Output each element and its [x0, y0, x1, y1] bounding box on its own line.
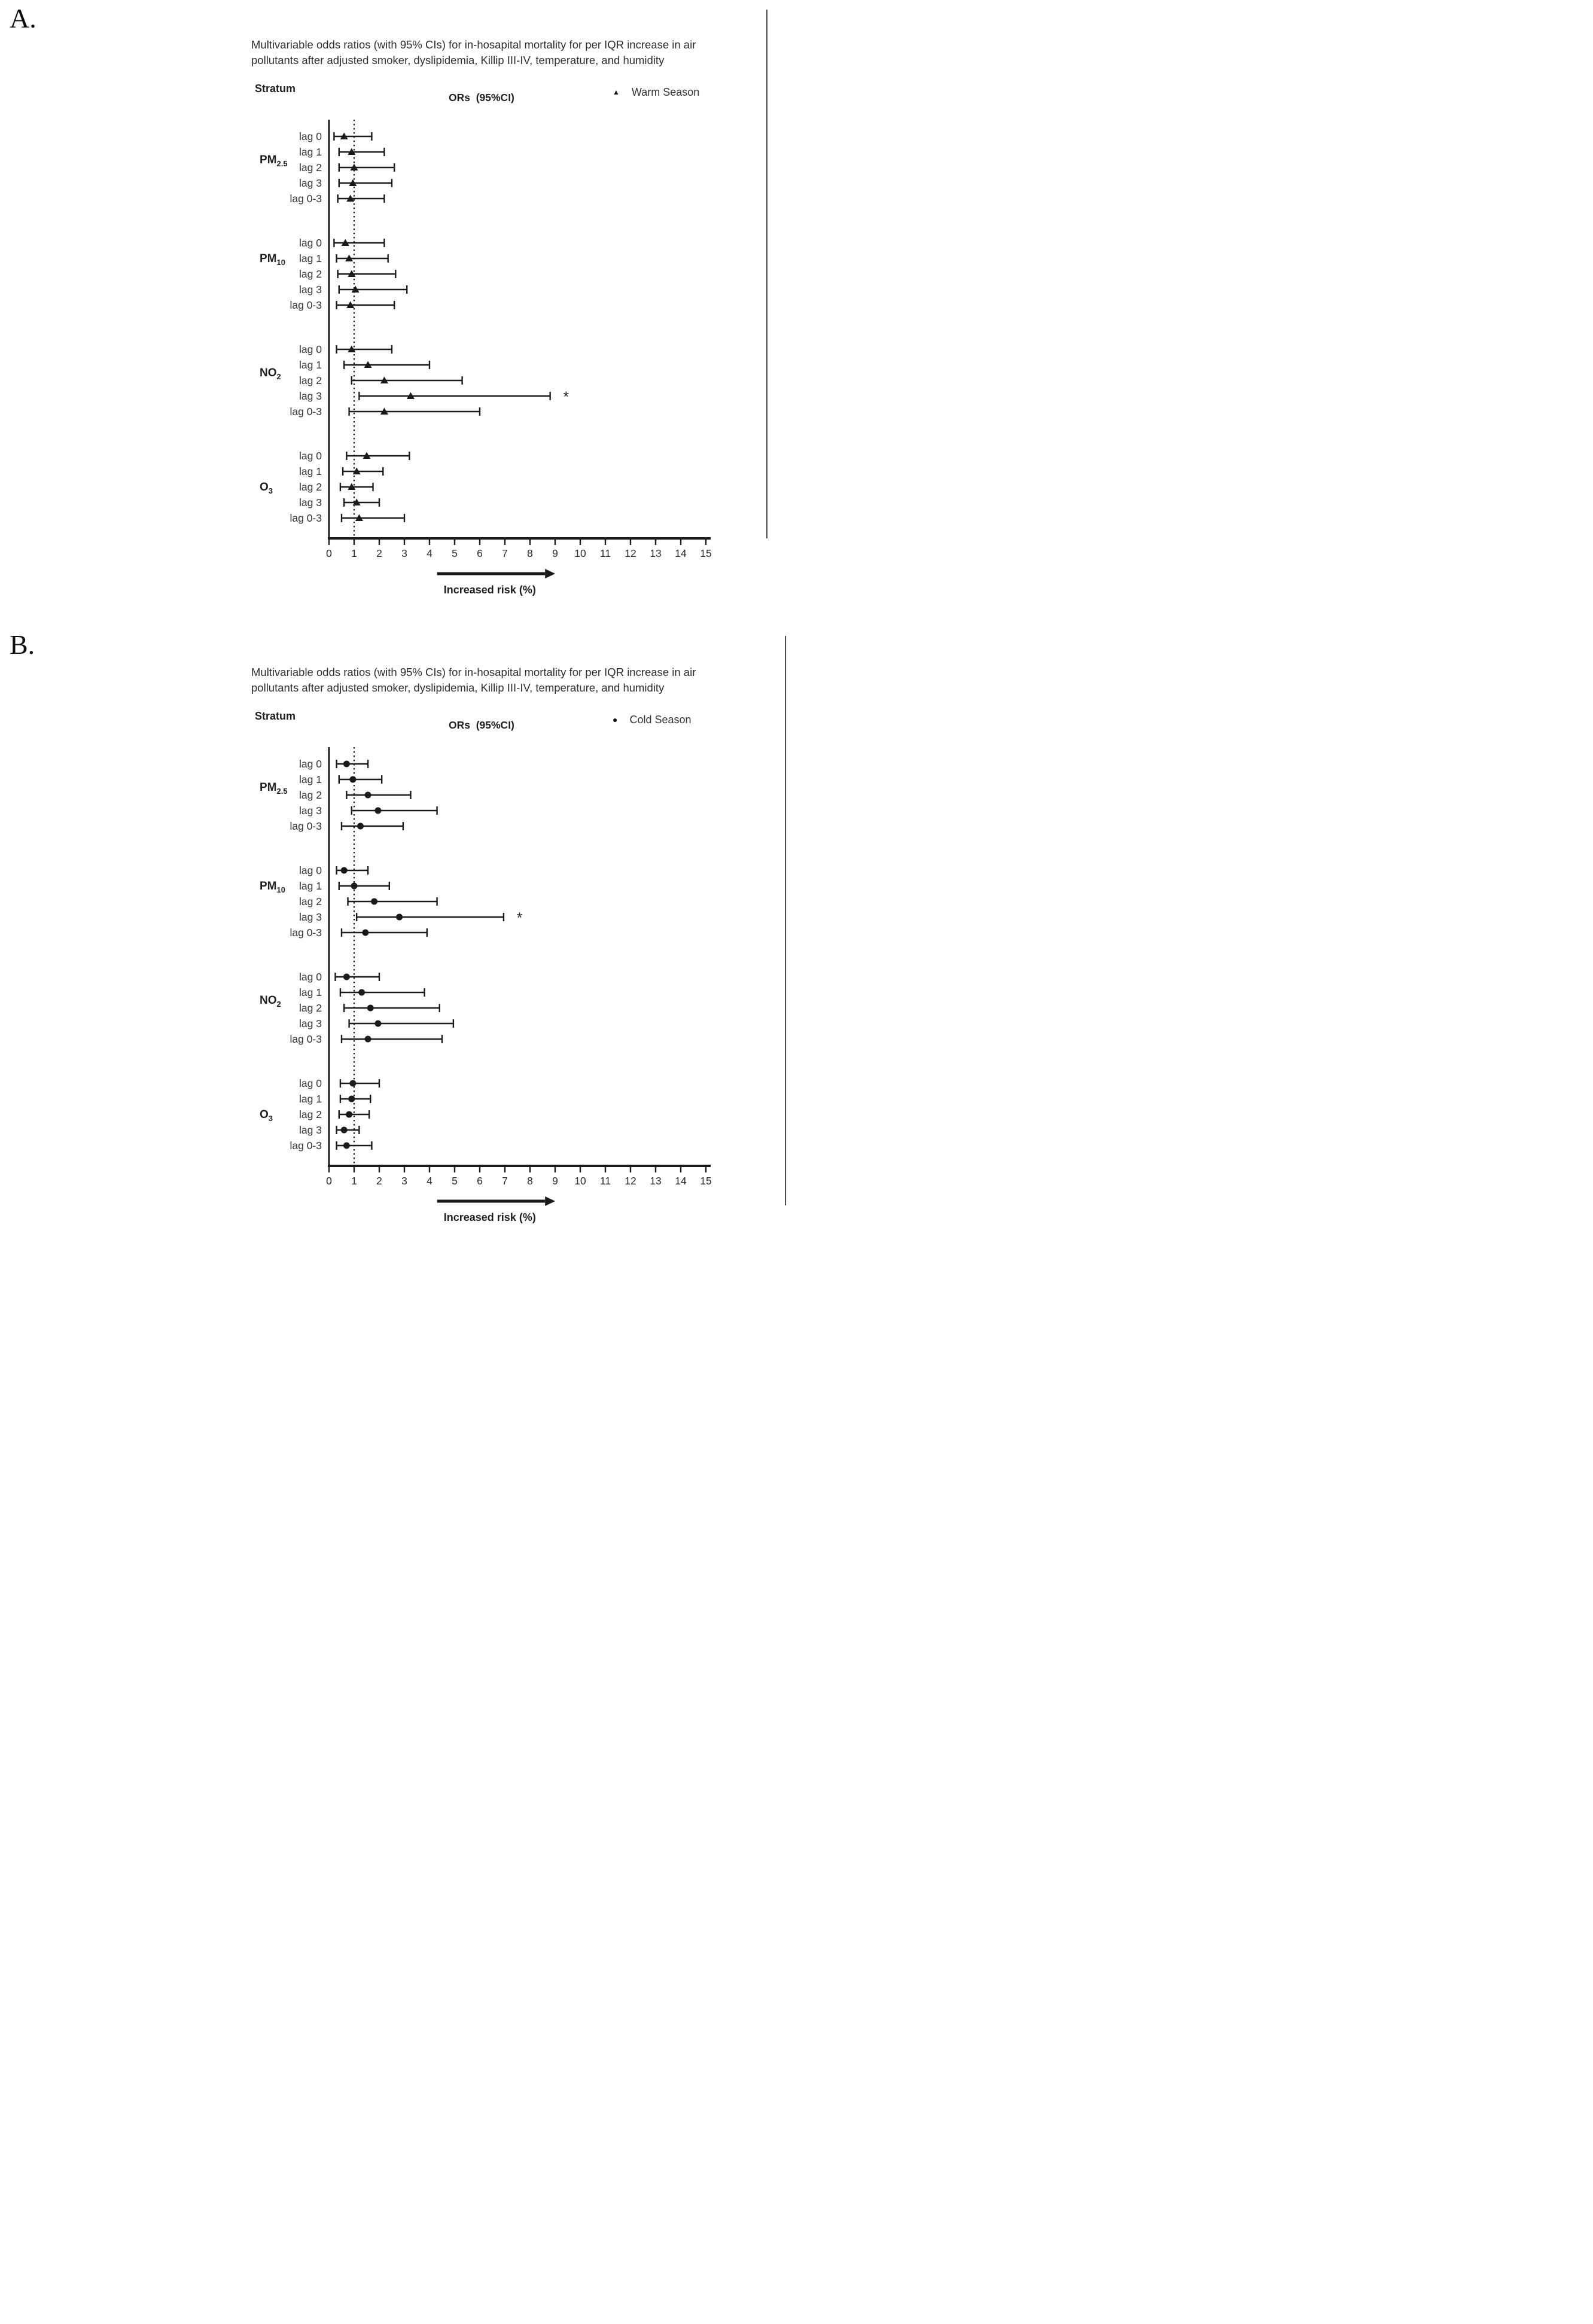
x-axis-tick-label: 2 [376, 547, 382, 559]
panel-b-letter: B. [10, 629, 35, 660]
circle-marker [358, 989, 365, 995]
lag-label: lag 2 [299, 895, 322, 907]
lag-label: lag 0-3 [290, 820, 322, 832]
x-axis-tick-label: 11 [599, 1174, 611, 1187]
circle-marker [349, 776, 356, 782]
lag-label: lag 0-3 [290, 405, 322, 418]
lag-label: lag 0 [299, 970, 322, 983]
lag-label: lag 2 [299, 1001, 322, 1014]
x-axis-title: Increased risk (%) [443, 1211, 536, 1223]
x-axis-tick-label: 0 [326, 1174, 332, 1187]
panel-a-content [251, 0, 793, 604]
stratum-label: Stratum [255, 82, 296, 95]
x-axis-tick-label: 5 [452, 547, 458, 559]
x-axis-tick-label: 10 [574, 1174, 586, 1187]
chart-header [251, 710, 793, 739]
x-axis-tick-label: 12 [625, 1174, 636, 1187]
circle-marker [348, 1095, 355, 1102]
x-axis-tick-label: 4 [427, 547, 432, 559]
lag-label: lag 1 [299, 145, 322, 158]
lag-label: lag 0 [299, 864, 322, 876]
x-axis-tick-label: 12 [625, 547, 636, 559]
lag-label: lag 0-3 [290, 926, 322, 939]
figure-page [0, 0, 797, 1274]
lag-label: lag 2 [299, 1108, 322, 1120]
lag-label: lag 3 [299, 910, 322, 923]
legend-label: Warm Season [631, 86, 700, 98]
lag-label: lag 0-3 [290, 511, 322, 524]
significance-asterisk: * [516, 909, 523, 926]
chart-title-line2: pollutants after adjusted smoker, dyslipidemia, Killip III-IV, temperature, and humidity [251, 681, 665, 694]
lag-label: lag 0 [299, 130, 322, 142]
x-axis-tick-label: 6 [477, 1174, 483, 1187]
circle-marker [346, 1111, 352, 1117]
lag-label: lag 2 [299, 161, 322, 173]
cold-season-circle-icon: ● [613, 714, 618, 724]
circle-marker [396, 913, 403, 920]
x-axis-tick-label: 11 [599, 547, 611, 559]
x-axis-tick-label: 8 [527, 1174, 533, 1187]
lag-label: lag 1 [299, 986, 322, 998]
circle-marker [343, 1142, 350, 1149]
lag-label: lag 0 [299, 449, 322, 462]
lag-label: lag 0-3 [290, 299, 322, 311]
circle-marker [341, 1126, 348, 1133]
pollutant-group-label: $PM_{10}$ [260, 252, 285, 267]
lag-label: lag 3 [299, 389, 322, 402]
x-axis-tick-label: 3 [401, 547, 407, 559]
circle-marker [371, 898, 377, 904]
lag-label: lag 1 [299, 1092, 322, 1105]
circle-marker [343, 760, 350, 767]
chart-title-line2: pollutants after adjusted smoker, dyslipidemia, Killip III-IV, temperature, and humidity [251, 53, 665, 66]
lag-label: lag 1 [299, 358, 322, 371]
panel-a-letter: A. [10, 3, 36, 33]
lag-label: lag 0 [299, 757, 322, 770]
lag-label: lag 0-3 [290, 192, 322, 205]
x-axis-tick-label: 0 [326, 547, 332, 559]
pollutant-group-label: $NO_2$ [260, 994, 281, 1009]
lag-label: lag 3 [299, 1123, 322, 1136]
ors-ci-label: ORs (95%CI) [449, 91, 514, 103]
lag-label: lag 3 [299, 176, 322, 189]
lag-label: lag 1 [299, 879, 322, 892]
lag-label: lag 2 [299, 788, 322, 801]
chart-title [251, 613, 793, 696]
warm-season-triangle-icon: ▲ [613, 87, 620, 96]
x-axis-tick-label: 13 [650, 547, 662, 559]
lag-label: lag 1 [299, 773, 322, 785]
circle-marker [365, 791, 371, 798]
pollutant-group-label: $O_3$ [260, 480, 273, 495]
x-axis-title: Increased risk (%) [443, 583, 536, 596]
x-axis-tick-label: 8 [527, 547, 533, 559]
x-axis-tick-label: 7 [502, 1174, 508, 1187]
circle-marker [341, 867, 348, 873]
forest-plot-cold-season [251, 740, 793, 1232]
panel-b-content [251, 613, 793, 1232]
x-axis-arrowhead [545, 1196, 555, 1206]
ors-ci-label: ORs (95%CI) [449, 718, 514, 731]
legend-cold-season [613, 714, 692, 726]
x-axis-tick-label: 15 [700, 1174, 712, 1187]
lag-label: lag 3 [299, 1017, 322, 1029]
x-axis-tick-label: 6 [477, 547, 483, 559]
pollutant-group-label: $PM_{10}$ [260, 879, 285, 894]
x-axis-tick-label: 9 [552, 1174, 558, 1187]
lag-label: lag 1 [299, 252, 322, 264]
x-axis-tick-label: 4 [427, 1174, 432, 1187]
legend-warm-season [613, 86, 699, 99]
circle-marker [374, 1020, 381, 1027]
x-axis-tick-label: 1 [351, 547, 357, 559]
pollutant-group-label: $PM_{2.5}$ [260, 781, 288, 796]
lag-label: lag 3 [299, 496, 322, 508]
legend-label: Cold Season [629, 713, 692, 726]
lag-label: lag 2 [299, 374, 322, 386]
pollutant-group-label: $O_3$ [260, 1108, 273, 1123]
lag-label: lag 2 [299, 267, 322, 280]
lag-label: lag 0 [299, 236, 322, 249]
lag-label: lag 1 [299, 465, 322, 477]
panel-a [0, 0, 797, 613]
circle-marker [349, 1080, 356, 1086]
chart-title [251, 0, 793, 68]
lag-label: lag 0-3 [290, 1032, 322, 1045]
circle-marker [374, 807, 381, 814]
stratum-label: Stratum [255, 709, 296, 722]
circle-marker [362, 929, 368, 936]
x-axis-arrowhead [545, 569, 555, 578]
lag-label: lag 0 [299, 343, 322, 355]
lag-label: lag 0 [299, 1077, 322, 1089]
x-axis-tick-label: 9 [552, 547, 558, 559]
x-axis-tick-label: 2 [376, 1174, 382, 1187]
panel-b [0, 613, 797, 1256]
chart-title-line1: Multivariable odds ratios (with 95% CIs) for in-hosapital mortality for per IQR increase in air [251, 38, 696, 51]
x-axis-tick-label: 13 [650, 1174, 662, 1187]
pollutant-group-label: $PM_{2.5}$ [260, 153, 288, 168]
x-axis-tick-label: 7 [502, 547, 508, 559]
chart-header [251, 83, 793, 111]
x-axis-tick-label: 14 [675, 547, 687, 559]
x-axis-tick-label: 5 [452, 1174, 458, 1187]
x-axis-tick-label: 15 [700, 547, 712, 559]
x-axis-tick-label: 10 [574, 547, 586, 559]
pollutant-group-label: $NO_2$ [260, 366, 281, 381]
chart-title-line1: Multivariable odds ratios (with 95% CIs) for in-hosapital mortality for per IQR increase in air [251, 666, 696, 678]
circle-marker [351, 882, 358, 889]
x-axis-tick-label: 3 [401, 1174, 407, 1187]
x-axis-tick-label: 1 [351, 1174, 357, 1187]
circle-marker [357, 823, 364, 829]
x-axis-tick-label: 14 [675, 1174, 687, 1187]
circle-marker [365, 1035, 371, 1042]
circle-marker [367, 1004, 374, 1011]
lag-label: lag 2 [299, 480, 322, 493]
lag-label: lag 3 [299, 804, 322, 817]
forest-plot-warm-season [251, 112, 793, 604]
circle-marker [343, 973, 350, 980]
lag-label: lag 3 [299, 283, 322, 296]
significance-asterisk: * [563, 388, 569, 405]
lag-label: lag 0-3 [290, 1139, 322, 1152]
